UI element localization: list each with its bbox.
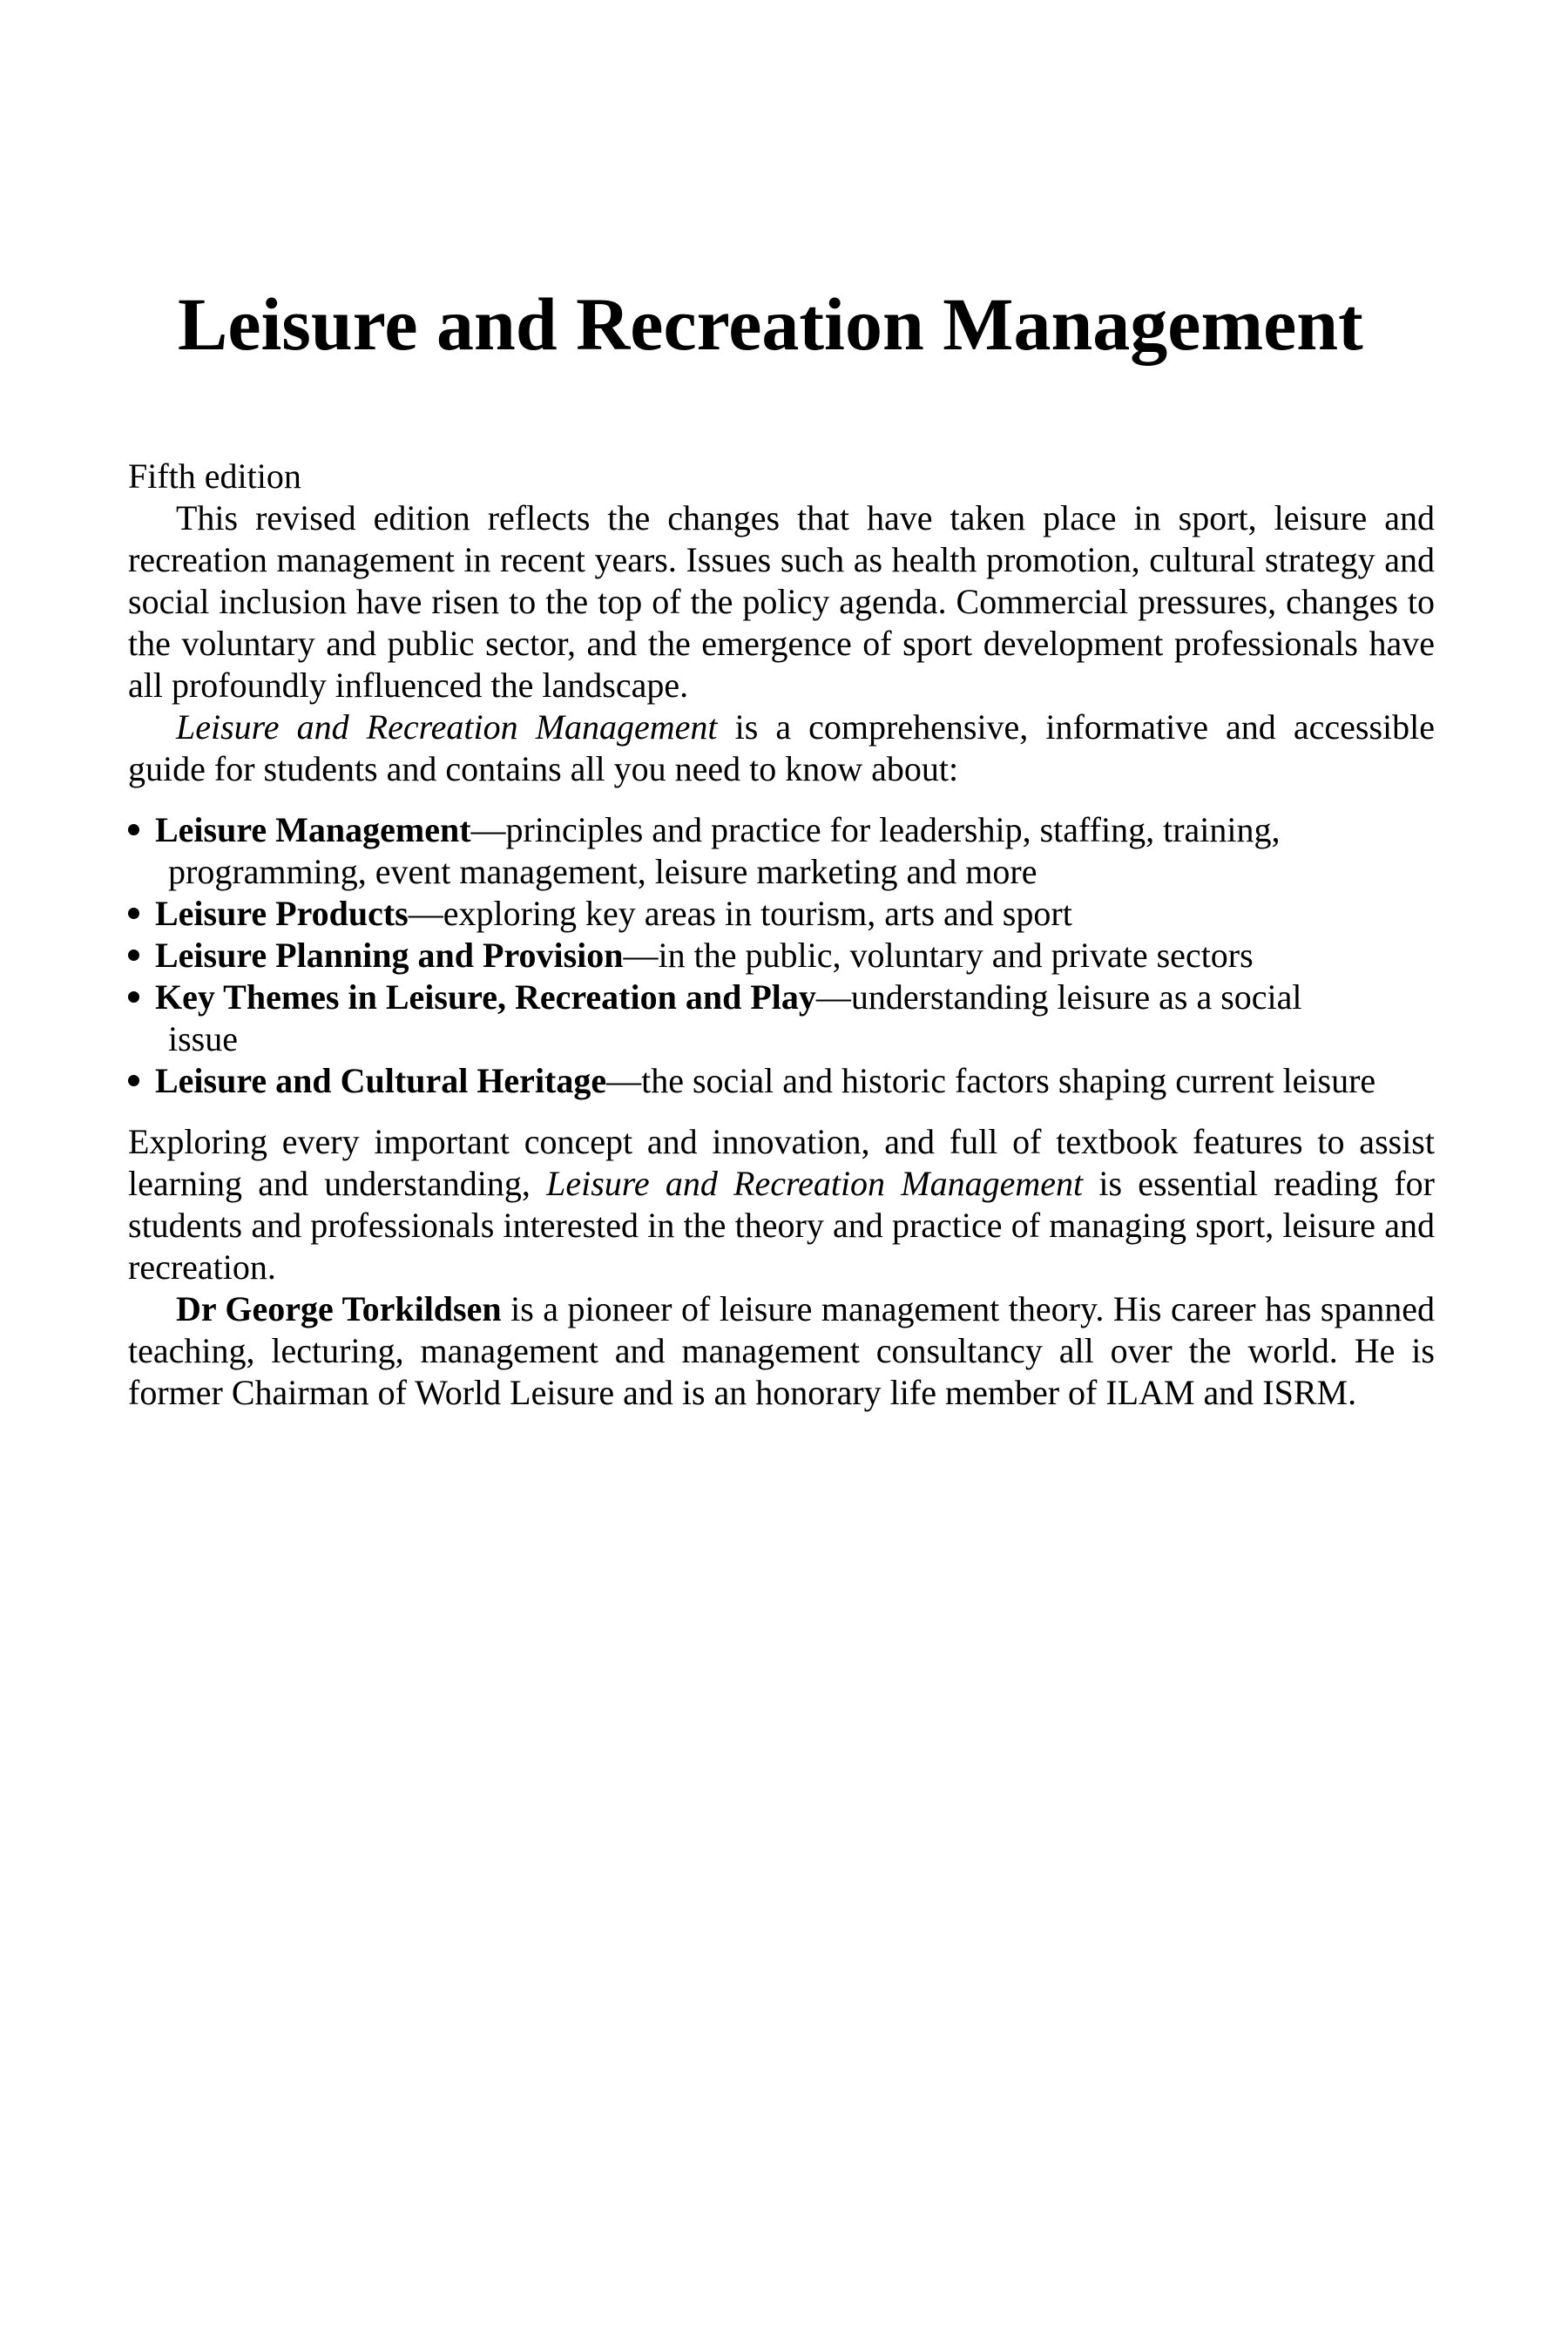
list-item-line	[155, 809, 1435, 851]
list-item-heading: Leisure Management	[155, 810, 471, 849]
list-item-text: —understanding leisure as a social	[815, 977, 1302, 1017]
list-item-heading: Key Themes in Leisure, Recreation and Play	[155, 977, 816, 1017]
author-bio: is a pioneer of leisure management theory. His career has spanned teaching, lecturing, management and management consultancy all over the world. He is former Chairman of World Leisure and is an honorary life member of ILAM and ISRM.	[128, 1289, 1435, 1412]
intro-paragraph-1: This revised edition reflects the changes that have taken place in sport, leisure and recreation management in recent years. Issues such as health promotion, cultural strategy and social inclusion have risen to the top of the policy agenda. Commercial pressures, changes to the voluntary and public sector, and the emergence of sport development professionals have all profoundly influenced the landscape.	[128, 498, 1435, 705]
bullet-icon	[128, 1075, 139, 1086]
closing-text-1: Exploring every important concept and innovation, and full of textbook features to assist learning and understanding,	[128, 1122, 1435, 1203]
list-item	[128, 977, 1435, 1060]
author-paragraph	[128, 1288, 1435, 1414]
list-item	[128, 935, 1435, 977]
bullet-icon	[128, 824, 139, 835]
book-title-italic: Leisure and Recreation Management	[546, 1164, 1084, 1203]
closing-text-2: is essential reading for students and professionals interested in the theory and practice of managing sport, leisure and recreation.	[128, 1164, 1435, 1287]
list-item	[128, 809, 1435, 893]
list-item-text: —principles and practice for leadership, staffing, training,	[470, 810, 1281, 849]
bullet-icon	[128, 908, 139, 919]
bullet-icon	[128, 950, 139, 961]
list-item	[128, 893, 1435, 935]
book-title-italic: Leisure and Recreation Management	[176, 707, 718, 747]
list-item-heading: Leisure Products	[155, 894, 409, 933]
list-item-continuation: issue	[168, 1019, 238, 1058]
intro-paragraph-2-text: is a comprehensive, informative and accessible guide for students and contains all you need to know about:	[128, 707, 1435, 788]
list-item-text: —the social and historic factors shaping current leisure	[606, 1061, 1376, 1100]
author-name: Dr George Torkildsen	[176, 1289, 502, 1328]
list-item-heading: Leisure Planning and Provision	[155, 936, 624, 975]
body-text	[128, 456, 1435, 1414]
list-item-line	[155, 935, 1435, 977]
intro-paragraph-2	[128, 706, 1435, 790]
list-item	[128, 1060, 1435, 1102]
list-item-heading: Leisure and Cultural Heritage	[155, 1061, 607, 1100]
list-item-line	[155, 1060, 1435, 1102]
bullet-icon	[128, 991, 139, 1003]
list-item-text: —in the public, voluntary and private sectors	[623, 936, 1254, 975]
page	[128, 0, 1435, 2352]
edition-label: Fifth edition	[128, 456, 301, 496]
topic-list	[128, 809, 1435, 1102]
list-item-continuation: programming, event management, leisure marketing and more	[168, 852, 1037, 891]
page-title: Leisure and Recreation Management	[178, 282, 1363, 366]
list-item-text: —exploring key areas in tourism, arts and sport	[408, 894, 1072, 933]
list-item-line	[155, 893, 1435, 935]
list-item-line	[155, 977, 1435, 1018]
closing-paragraph	[128, 1121, 1435, 1288]
